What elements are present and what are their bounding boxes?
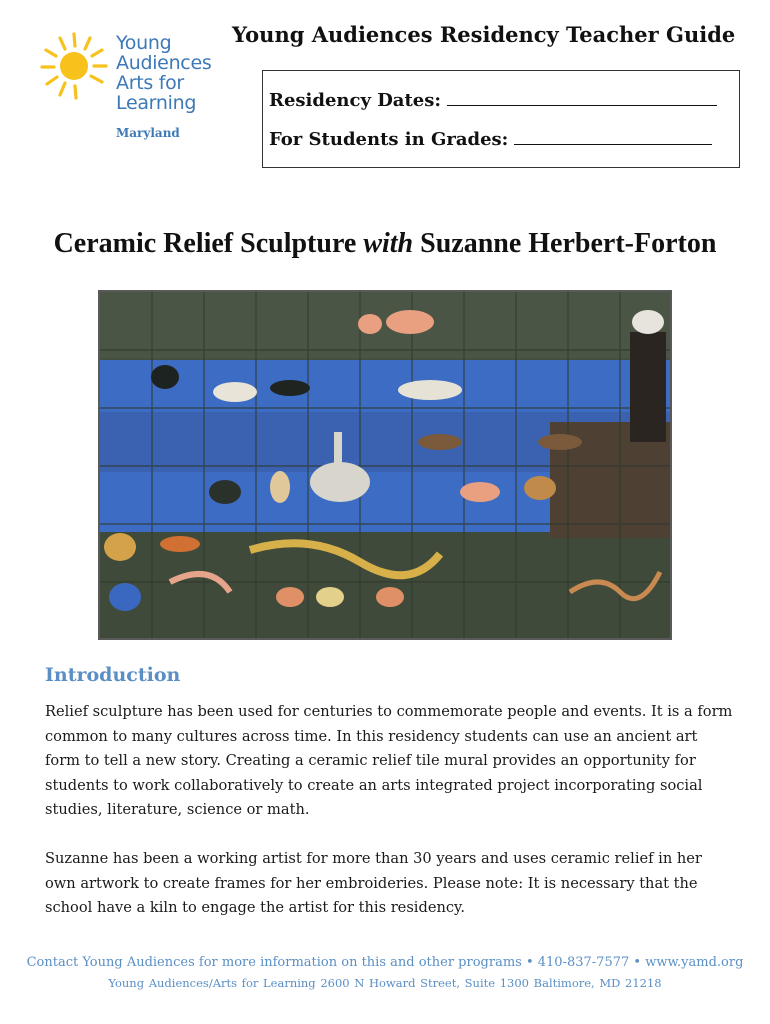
title-part-1: Ceramic Relief Sculpture [53, 228, 364, 259]
footer-address-line: Young Audiences/Arts for Learning 2600 N Howard Street, Suite 1300 Baltimore, MD 21218 [108, 976, 662, 990]
introduction-paragraph-1: Relief sculpture has been used for centuries to commemorate people and events. It is a form common to many cultures across time. In this residency students can use an ancient art form to tell a new story. Creating a ceramic relief tile mural provides an opportunity for students to work collaboratively to create an arts integrated project incorporating social studies, literature, science or math. [45, 703, 733, 818]
grades-row [269, 128, 712, 150]
grades-blank [514, 128, 712, 145]
introduction-paragraph-2: Suzanne has been a working artist for more than 30 years and uses ceramic relief in her own artwork to create frames for her embroideries. Please note: It is necessary that the school have a kiln to engage the artist for this residency. [45, 850, 702, 916]
residency-info-box [262, 70, 740, 168]
page-title [0, 228, 770, 260]
logo-text-line: Young [116, 32, 172, 54]
residency-dates-row [269, 89, 717, 111]
mural-illustration [100, 292, 670, 638]
logo-text-line: Arts for [116, 72, 184, 94]
residency-dates-label: Residency Dates: [269, 90, 442, 111]
footer-contact-line: Contact Young Audiences for more information on this and other programs • 410-837-7577 • www.yamd.org [26, 955, 744, 970]
logo-text-line: Audiences [116, 52, 212, 74]
ceramic-tile-mural-image [98, 290, 672, 640]
title-italic-word: with [363, 228, 414, 259]
sun-icon [40, 30, 110, 100]
logo-text-line: Learning [116, 92, 197, 114]
residency-dates-blank [447, 89, 717, 106]
title-part-2: Suzanne Herbert-Forton [413, 228, 717, 259]
young-audiences-logo [40, 30, 220, 150]
introduction-heading: Introduction [45, 664, 181, 686]
logo-state: Maryland [116, 126, 180, 140]
guide-title: Young Audiences Residency Teacher Guide [232, 22, 736, 47]
grades-label: For Students in Grades: [269, 129, 509, 150]
